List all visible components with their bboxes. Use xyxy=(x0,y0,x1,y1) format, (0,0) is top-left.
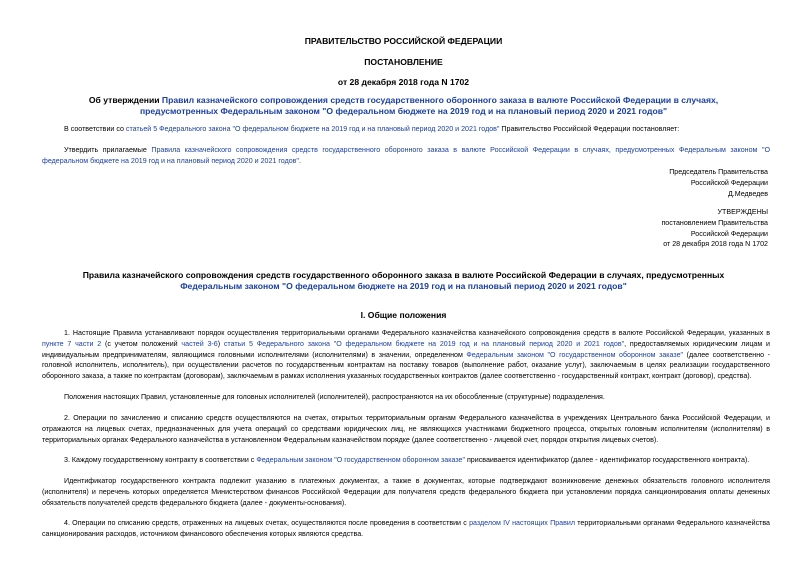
p1-point-link[interactable]: пункте 7 части 2 xyxy=(42,339,102,348)
approve-rules-link[interactable]: Правила казначейского сопровождения средств государственного оборонного заказа в валюте Российской Федерации в случаях, предусмотренных Федеральным законом "О федеральном бюджете на 2019 год и на плановый период 2020 и 2021 годов" xyxy=(42,146,770,165)
paragraph-1: 1. Настоящие Правила устанавливают порядок осуществления территориальными органами Федерального казначейства казначейского сопровождения средств в валюте Российской Федерации, указанных в пункте 7 части 2 (с учетом положений частей 3-6) статьи 5 Федерального закона "О федеральном бюджете на 2019 год и на плановый период 2020 и 2021 годов", предоставляемых юридическим лицам и индивидуальным предпринимателям, являющимся головными исполнителями (исполнителями) в значении, определенном Федеральным законом "О государственном оборонном заказе" (далее соответственно - головной исполнитель, исполнитель), при осуществлении расчетов по государственным контрактам на поставку товаров (выполнение работ, оказание услуг), заключаемым в целях реализации государственного оборонного заказа, а также по контрактам (договорам), заключаемым в рамках исполнения указанных государственных контрактов (далее соответственно - государственный контракт, контракт (договор), средства). xyxy=(42,329,770,381)
paragraph-1b: Положения настоящих Правил, установленные для головных исполнителей (исполнителей), распространяются на их обособленные (структурные) подразделения. xyxy=(64,393,605,401)
section-heading: I. Общие положения xyxy=(360,310,447,320)
p4-section-link[interactable]: разделом IV настоящих Правил xyxy=(469,519,575,527)
preamble-paragraph: В соответствии со статьей 5 Федерального закона "О федеральном бюджете на 2019 год и на плановый период 2020 и 2021 годов" Правительство Российской Федерации постановляет: xyxy=(64,125,680,133)
document-title xyxy=(70,95,737,117)
p1-defense-law-link[interactable]: Федеральным законом "О государственном оборонном заказе" xyxy=(466,350,684,359)
approved-stamp: УТВЕРЖДЕНЫ постановлением Правительства Российской Федерации от 28 декабря 2018 года N 1702 xyxy=(661,208,768,249)
doc-date: от 28 декабря 2018 года N 1702 xyxy=(337,77,470,87)
paragraph-3: 3. Каждому государственному контракту в соответствии с Федеральным законом "О государственном оборонном заказе" присваивается идентификатор (далее - идентификатор государственного контракта). xyxy=(64,456,750,464)
title-rules-link[interactable]: Правил казначейского сопровождения средств государственного оборонного заказа в валюте Российской Федерации в случаях, предусмотренных Федеральным законом "О федеральном бюджете на 2019 год и на плановый период 2020 и 2021 годов" xyxy=(139,95,719,116)
paragraph-2: 2. Операции по зачислению и списанию средств осуществляются на счетах, открытых территориальным органам Федерального казначейства в учреждениях Центрального банка Российской Федерации, и отражаются на лицевых счетах, предназначенных для учета операций со средствами юридических лиц, не являющихся участниками бюджетного процесса, открытых головным исполнителям (исполнителям) в территориальных органах Федерального казначейства в установленном Федеральным казначейством порядке (далее соответственно - лицевой счет, порядок открытия лицевых счетов). xyxy=(42,414,770,444)
title-prefix: Об утверждении xyxy=(88,95,162,105)
p1-article-link[interactable]: статьи 5 Федерального закона "О федеральном бюджете на 2019 год и на плановый период 2020 и 2021 годов" xyxy=(223,339,625,348)
paragraph-4: 4. Операции по списанию средств, отраженных на лицевых счетах, осуществляются после проведения в соответствии с разделом IV настоящих Правил территориальными органами Федерального казначейства санкционирования расходов, источником финансового обеспечения которых являются средства. xyxy=(42,519,771,538)
p1-parts-link[interactable]: частей 3-6 xyxy=(181,339,218,348)
paragraph-3b: Идентификатор государственного контракта подлежит указанию в платежных документах, а также в документах, которые подтверждают возникновение денежных обязательств головного исполнителя (исполнителя) и перечень которых определяется Министерством финансов Российской Федерации для получателя средств федерального бюджета при установлении порядка санкционирования оплаты денежных обязательств получателей средств федерального бюджета (далее - документы-основания). xyxy=(42,477,770,507)
rules-title: Правила казначейского сопровождения средств государственного оборонного заказа в валюте Российской Федерации в случаях, предусмотренных Федеральным законом "О федеральном бюджете на 2019 год и на плановый период 2020 и 2021 годов" xyxy=(82,270,725,291)
doc-type-heading: ПОСТАНОВЛЕНИЕ xyxy=(364,57,443,67)
signature-block: Председатель Правительства Российской Федерации Д.Медведев xyxy=(669,168,768,198)
p3-defense-law-link[interactable]: Федеральным законом "О государственном оборонном заказе" xyxy=(256,456,465,464)
rules-title-law-link[interactable]: Федеральным законом "О федеральном бюджете на 2019 год и на плановый период 2020 и 2021 годов" xyxy=(180,281,627,291)
approve-paragraph: Утвердить прилагаемые Правила казначейского сопровождения средств государственного оборонного заказа в валюте Российской Федерации в случаях, предусмотренных Федеральным законом "О федеральном бюджете на 2019 год и на плановый период 2020 и 2021 годов". xyxy=(42,146,770,165)
government-heading: ПРАВИТЕЛЬСТВО РОССИЙСКОЙ ФЕДЕРАЦИИ xyxy=(304,36,503,46)
preamble-law-link[interactable]: статьей 5 Федерального закона "О федеральном бюджете на 2019 год и на плановый период 2020 и 2021 годов" xyxy=(125,125,500,133)
